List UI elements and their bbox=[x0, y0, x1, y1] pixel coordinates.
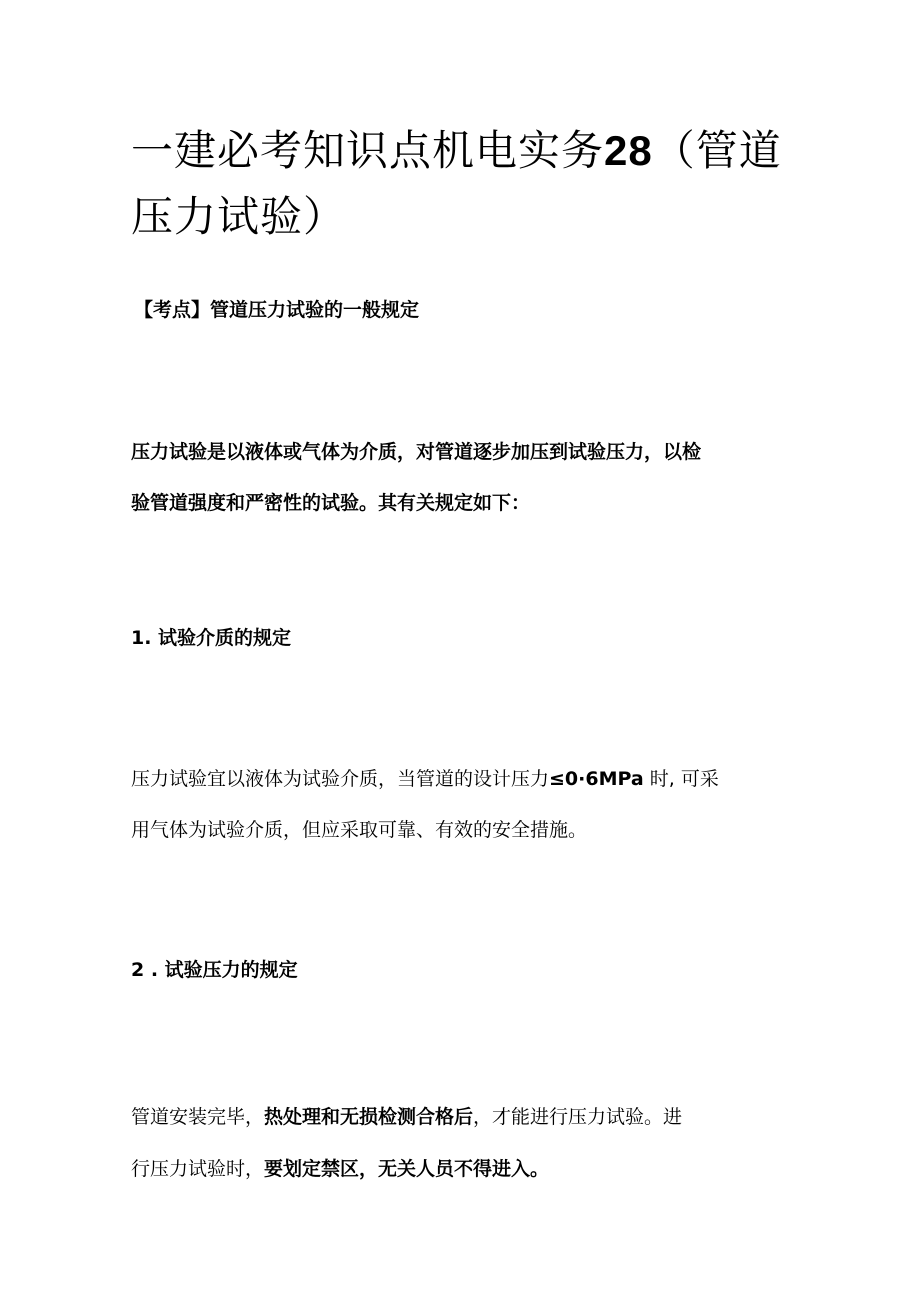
section2-line-1-b: 热处理和无损检测合格后 bbox=[264, 1106, 474, 1128]
title-part1: 一建必考知识点机电实务 bbox=[131, 126, 605, 175]
intro-line-2: 验管道强度和严密性的试验。其有关规定如下： bbox=[131, 492, 531, 514]
section2-heading: 2 . 试验压力的规定 bbox=[131, 959, 298, 981]
intro-line-1: 压力试验是以液体或气体为介质，对管道逐步加压到试验压力，以检 bbox=[131, 441, 702, 463]
title-line2: 压力试验） bbox=[131, 192, 347, 241]
section2-line-2 bbox=[131, 1157, 549, 1181]
section2-line-2-a: 行压力试验时， bbox=[131, 1158, 265, 1180]
section1-line-2: 用气体为试验介质，但应采取可靠、有效的安全措施。 bbox=[131, 819, 588, 841]
section2-line-2-b: 要划定禁区，无关人员不得进入。 bbox=[264, 1158, 550, 1180]
section1-line-1 bbox=[131, 767, 719, 791]
title-part2: （管道 bbox=[652, 126, 782, 175]
title-number: 28 bbox=[604, 127, 653, 174]
section1-heading: 1. 试验介质的规定 bbox=[131, 627, 292, 649]
section2-line-1-c: ，才能进行压力试验。进 bbox=[473, 1106, 683, 1128]
document-title bbox=[131, 118, 791, 250]
section2-line-1-a: 管道安装完毕， bbox=[131, 1106, 265, 1128]
section1-line-1-c: 时, 可采 bbox=[643, 768, 719, 790]
section1-line-1-a: 压力试验宜以液体为试验介质，当管道的设计压力 bbox=[131, 768, 550, 790]
pressure-value: ≤0·6MPa bbox=[549, 768, 644, 790]
kaodian-heading: 【考点】管道压力试验的一般规定 bbox=[134, 299, 420, 321]
section2-line-1 bbox=[131, 1105, 682, 1129]
